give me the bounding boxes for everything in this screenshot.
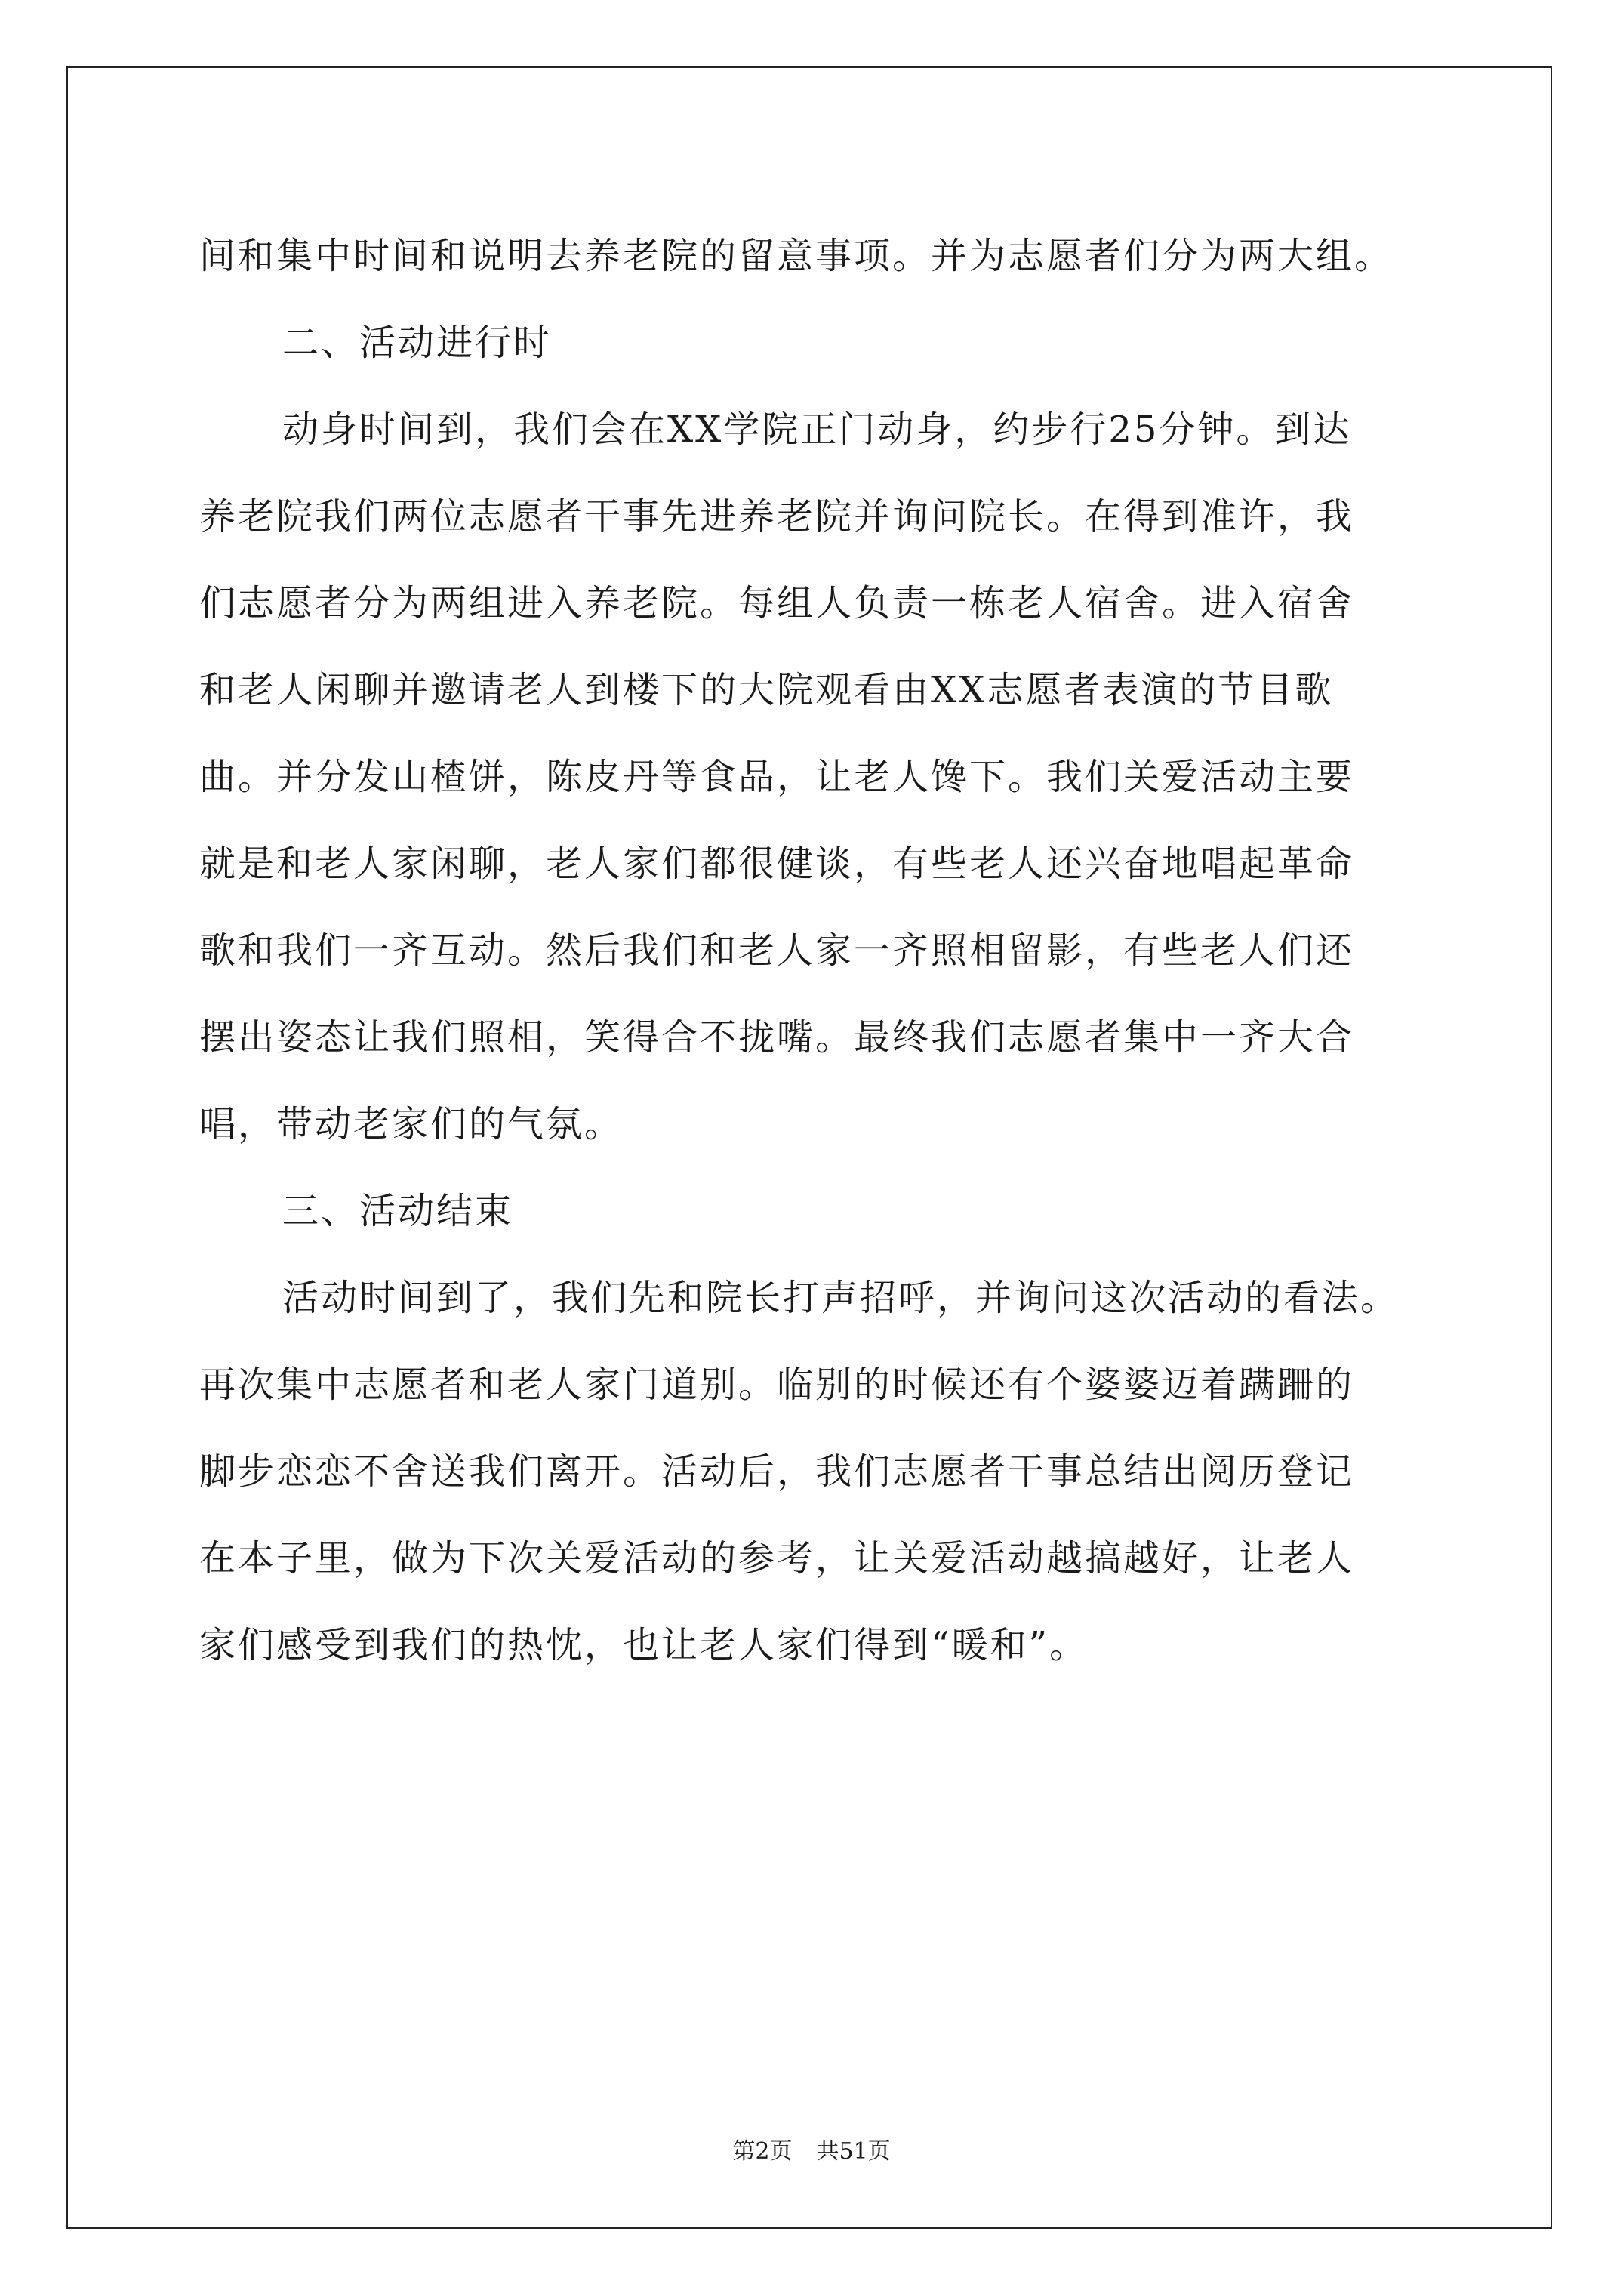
paragraph-line: 间和集中时间和说明去养老院的留意事项。并为志愿者们分为两大组。 <box>199 235 1394 277</box>
paragraph-line: 家们感受到我们的热忱，也让老人家们得到“暖和”。 <box>199 1624 1089 1666</box>
paragraph-line: 唱，带动老家们的气氛。 <box>199 1103 624 1145</box>
total-pages: 共51页 <box>816 2138 891 2165</box>
paragraph-line: 曲。并分发山楂饼，陈皮丹等食品，让老人馋下。我们关爱活动主要 <box>199 756 1355 798</box>
paragraph-line: 再次集中志愿者和老人家门道别。临别的时候还有个婆婆迈着蹒跚的 <box>199 1364 1355 1406</box>
paragraph-line: 和老人闲聊并邀请老人到楼下的大院观看由XX志愿者表演的节目歌 <box>199 669 1334 711</box>
paragraph-line: 在本子里，做为下次关爱活动的参考，让关爱活动越搞越好，让老人 <box>199 1537 1355 1579</box>
paragraph-line: 歌和我们一齐互动。然后我们和老人家一齐照相留影，有些老人们还 <box>199 929 1355 972</box>
section-heading: 二、活动进行时 <box>282 322 553 364</box>
paragraph-line: 摆出姿态让我们照相，笑得合不拢嘴。最终我们志愿者集中一齐大合 <box>199 1016 1355 1059</box>
page-number: 第2页 <box>732 2138 793 2165</box>
paragraph-line: 养老院我们两位志愿者干事先进养老院并询问院长。在得到准许，我 <box>199 495 1355 538</box>
page-footer <box>0 2137 1623 2167</box>
paragraph-line: 活动时间到了，我们先和院长打声招呼，并询问这次活动的看法。 <box>282 1277 1400 1319</box>
paragraph-line: 动身时间到，我们会在XX学院正门动身，约步行25分钟。到达 <box>282 408 1352 451</box>
paragraph-line: 们志愿者分为两组进入养老院。每组人负责一栋老人宿舍。进入宿舍 <box>199 582 1355 624</box>
document-body <box>199 213 1437 1689</box>
paragraph-line: 脚步恋恋不舍送我们离开。活动后，我们志愿者干事总结出阅历登记 <box>199 1450 1355 1493</box>
paragraph-line: 就是和老人家闲聊，老人家们都很健谈，有些老人还兴奋地唱起革命 <box>199 843 1355 885</box>
section-heading: 三、活动结束 <box>282 1190 514 1232</box>
